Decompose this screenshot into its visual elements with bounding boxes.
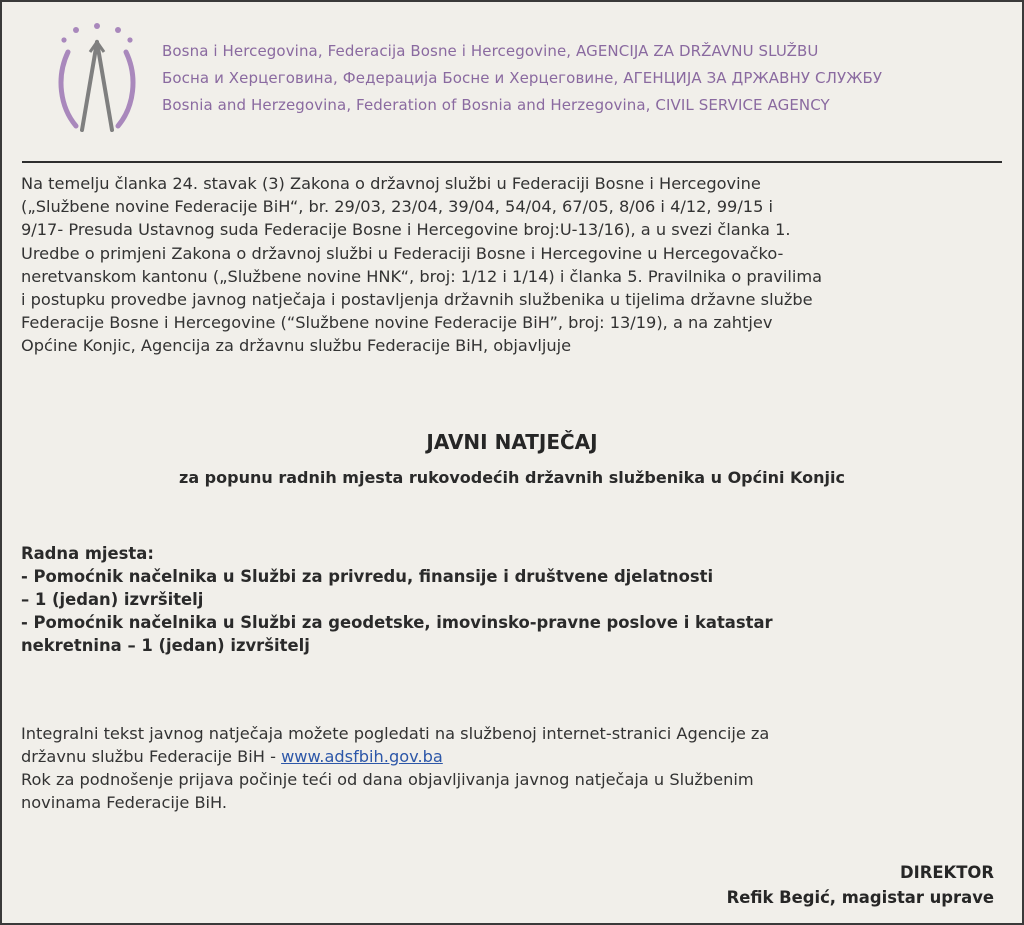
agency-name-block [162,38,882,119]
intro-line: („Službene novine Federacije BiH“, br. 29/03, 23/04, 39/04, 54/04, 67/05, 8/06 i 4/12, 99/15 i [21,197,774,217]
positions-heading: Radna mjesta: [21,544,154,563]
intro-line: i postupku provedbe javnog natječaja i postavljenja državnih službenika u tijelima državne službe [21,290,813,310]
info-line [21,745,1001,768]
announcement-subtitle: za popunu radnih mjesta rukovodećih državnih službenika u Općini Konjic [179,468,845,487]
position-item: - Pomoćnik načelnika u Službi za privredu, finansije i društvene djelatnosti [21,567,714,586]
intro-line: neretvanskom kantonu („Službene novine HNK“, broj: 1/12 i 1/14) i članka 5. Pravilnika o pravilima [21,266,823,286]
legal-basis-paragraph [21,172,1001,358]
agency-name-latin: Bosna i Hercegovina, Federacija Bosne i Hercegovine, AGENCIJA ZA DRŽAVNU SLUŽBU [162,42,819,60]
info-line-text: državnu službu Federacije BiH - [21,747,282,766]
signatory-name: Refik Begić, magistar uprave [726,888,994,907]
intro-line: Uredbe o primjeni Zakona o državnoj službi u Federaciji Bosne i Hercegovine u Hercegovačko- [21,243,784,263]
agency-name-cyrillic: Босна и Херцеговина, Федерација Босне и Херцеговине, АГЕНЦИЈА ЗА ДРЖАВНУ СЛУЖБУ [162,69,883,87]
application-info [21,722,1001,814]
agency-name-english: Bosnia and Herzegovina, Federation of Bosnia and Herzegovina, CIVIL SERVICE AGENCY [162,96,830,114]
intro-line: Općine Konjic, Agencija za državnu službu Federacije BiH, objavljuje [21,336,572,356]
signature-block [727,860,994,910]
info-line: novinama Federacije BiH. [21,793,228,812]
announcement-title: JAVNI NATJEČAJ [426,430,598,454]
agency-website-link[interactable]: www.adsfbih.gov.ba [281,747,443,766]
header-divider [22,161,1002,163]
position-item: nekretnina – 1 (jedan) izvršitelj [21,636,310,655]
agency-header [2,2,1022,152]
agency-emblem-icon [54,22,140,138]
intro-line: Na temelju članka 24. stavak (3) Zakona o državnoj službi u Federaciji Bosne i Hercegovine [21,174,761,193]
position-item: - Pomoćnik načelnika u Službi za geodetske, imovinsko-pravne poslove i katastar [21,613,773,632]
info-line: Rok za podnošenje prijava počinje teći od dana objavljivanja javnog natječaja u Službenim [21,770,754,789]
signatory-role: DIREKTOR [900,863,994,882]
intro-line: Federacije Bosne i Hercegovine (“Službene novine Federacije BiH”, broj: 13/19), a na zahtjev [21,313,773,333]
intro-line: 9/17- Presuda Ustavnog suda Federacije Bosne i Hercegovine broj:U-13/16), a u svezi članka 1. [21,220,791,240]
info-line: Integralni tekst javnog natječaja možete pogledati na službenoj internet-stranici Agencije za [21,724,770,743]
positions-list [21,542,1001,657]
position-item: – 1 (jedan) izvršitelj [21,590,204,609]
